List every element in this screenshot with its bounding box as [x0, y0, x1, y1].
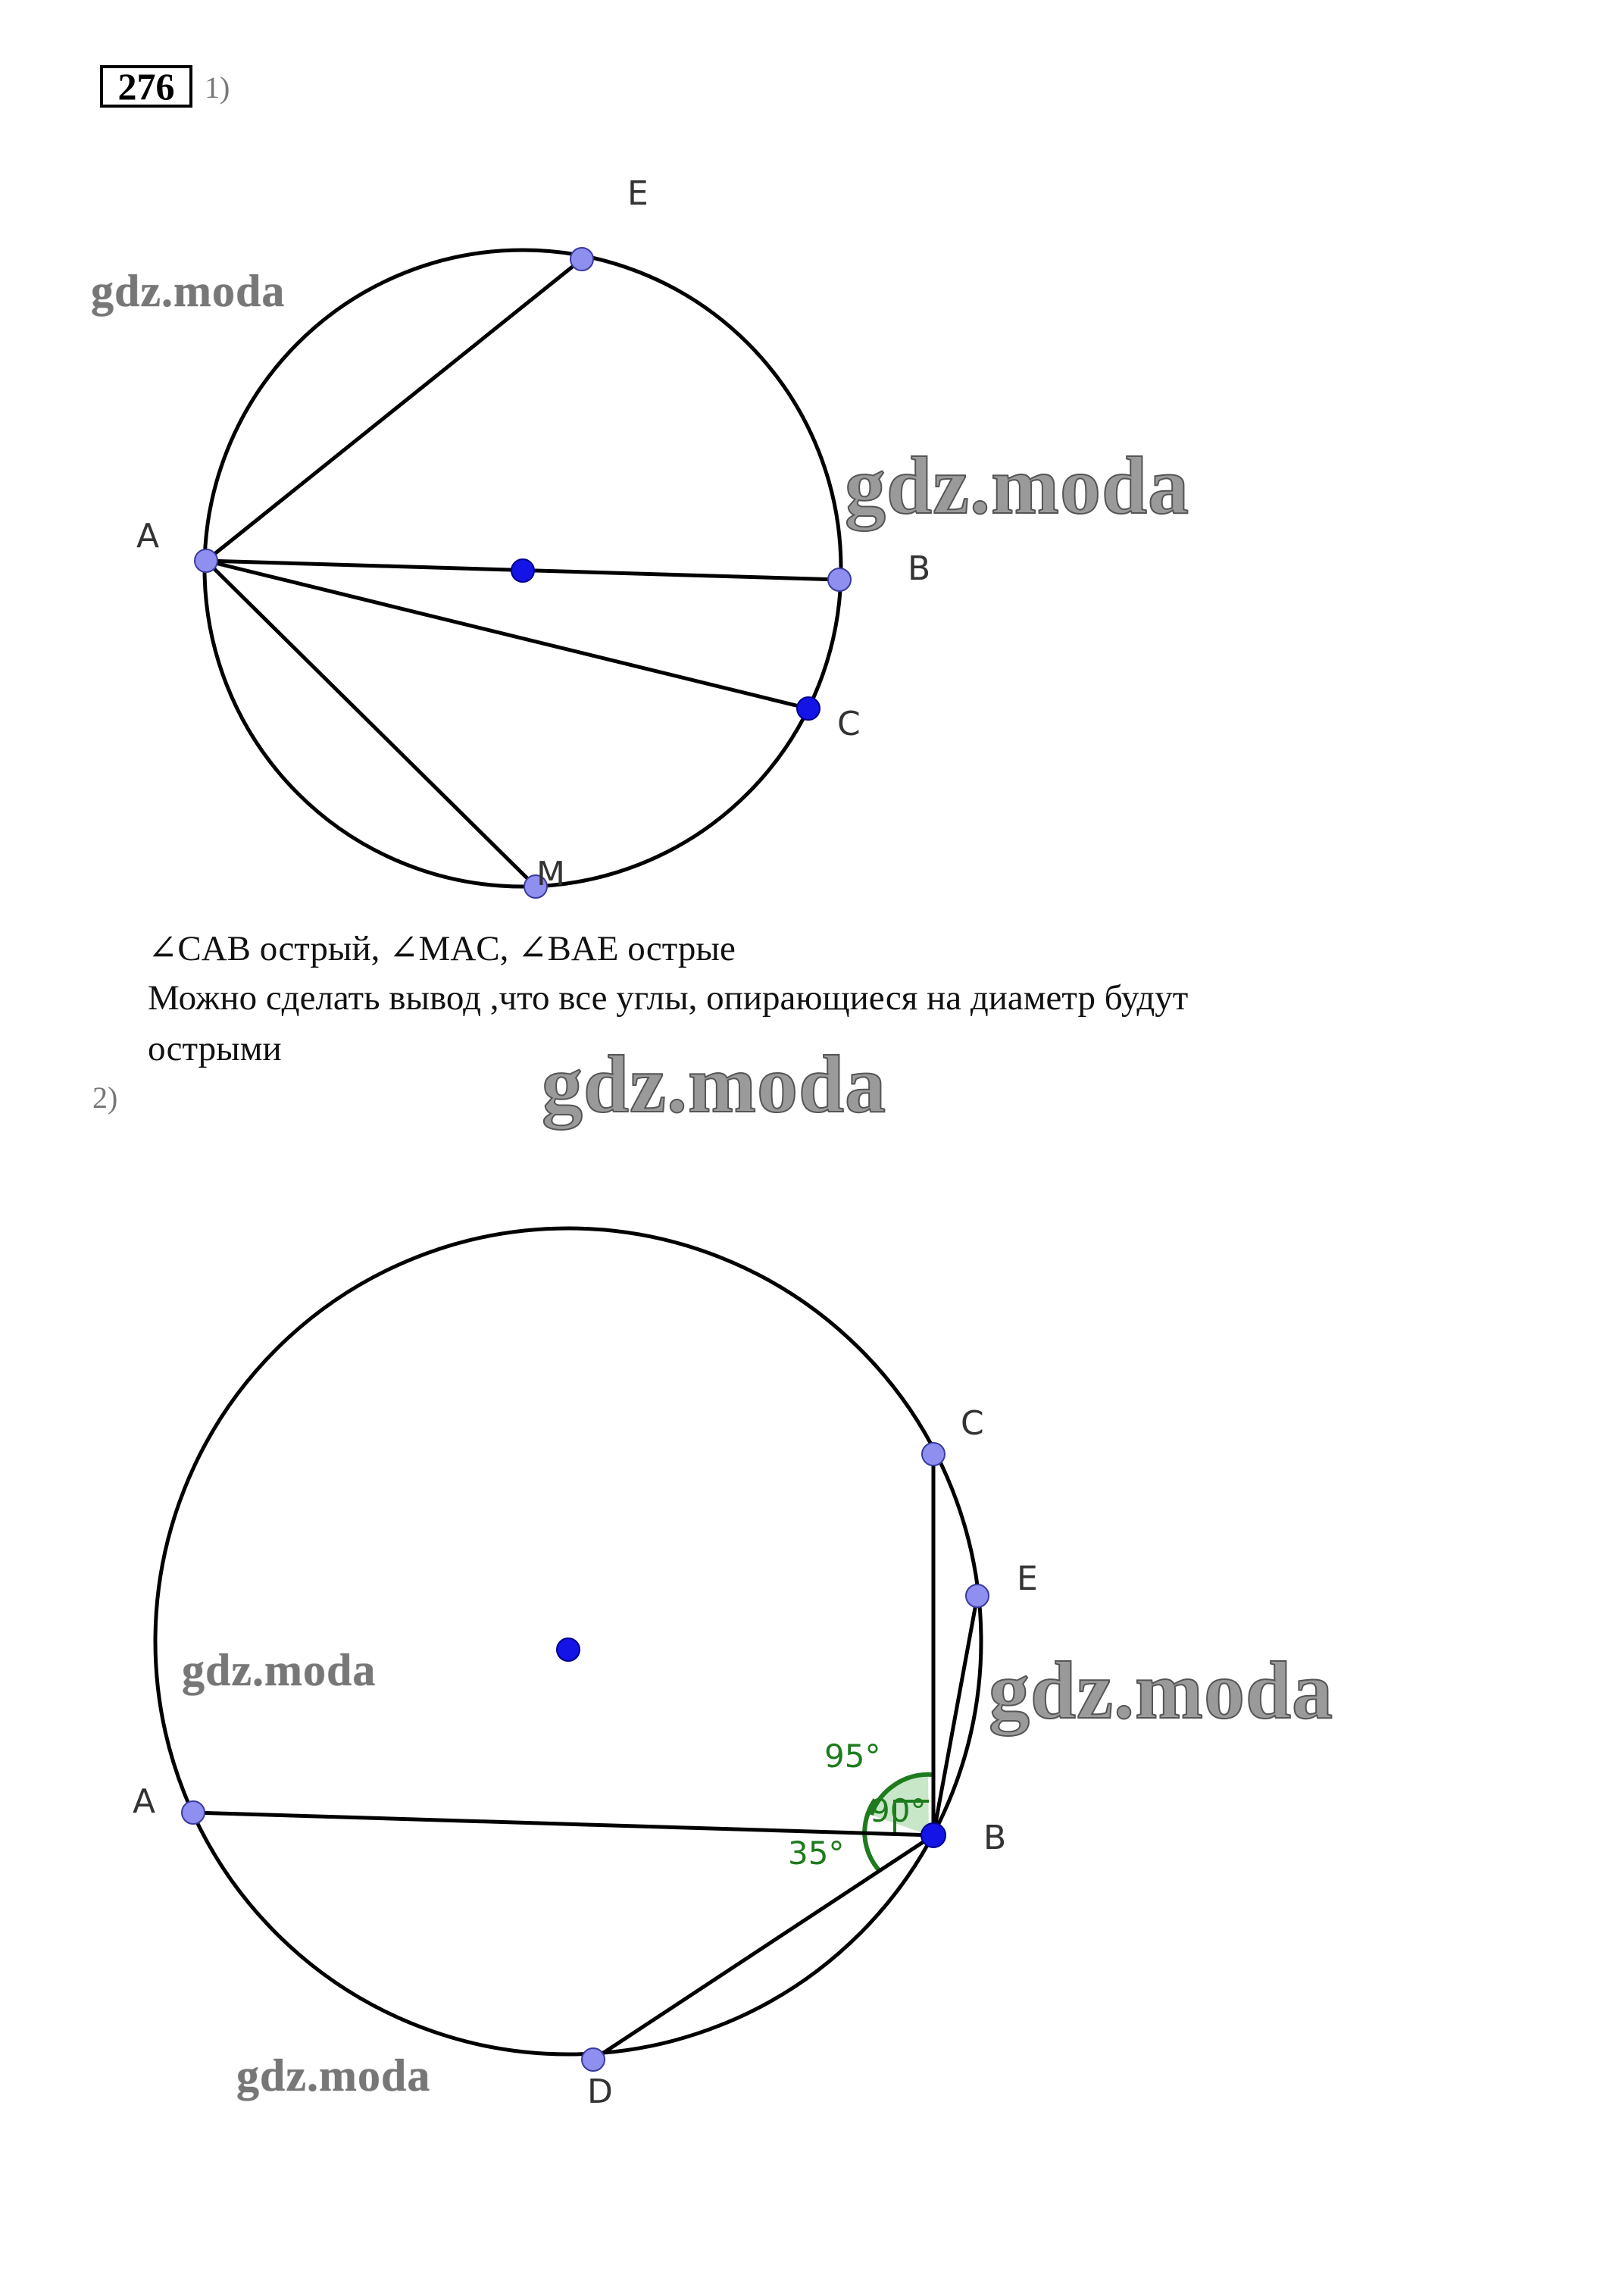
watermark-5: gdz.moda	[989, 1646, 1334, 1736]
point-E	[570, 248, 593, 271]
chord-AC	[206, 561, 808, 709]
watermark-4: gdz.moda	[182, 1645, 377, 1695]
problem-number: 276	[100, 65, 192, 108]
point-C	[797, 697, 820, 720]
text-line-3: острыми	[148, 1029, 282, 1068]
chord-BD	[593, 1835, 933, 2060]
point-D2	[582, 2048, 605, 2071]
point-A	[195, 549, 217, 572]
label-B: B	[908, 549, 931, 588]
angle-label-95: 95°	[824, 1738, 881, 1775]
label-C: C	[837, 705, 861, 743]
label-A: A	[136, 517, 160, 555]
chord-BA	[193, 1813, 933, 1835]
label-C2: C	[961, 1404, 984, 1443]
center-O1	[511, 559, 534, 582]
angle-label-90: 90°	[870, 1792, 927, 1829]
point-B	[828, 568, 851, 591]
label-A2: A	[133, 1782, 156, 1821]
point-E2	[966, 1584, 989, 1607]
label-D2: D	[587, 2072, 613, 2111]
label-B2: B	[983, 1819, 1007, 1857]
chord-BE	[933, 1596, 977, 1835]
label-E: E	[627, 174, 649, 213]
angle-label-35: 35°	[788, 1835, 845, 1872]
label-M: M	[536, 855, 565, 893]
diagram-1	[0, 0, 1616, 985]
center-O2	[557, 1638, 580, 1661]
text-line-2: Можно сделать вывод ,что все углы, опирающиеся на диаметр будут	[148, 978, 1189, 1018]
part2-label: 2)	[92, 1081, 118, 1115]
watermark-1: gdz.moda	[91, 266, 286, 316]
point-C2	[922, 1443, 945, 1465]
point-A2	[182, 1801, 205, 1824]
text-line-1: ∠CAB острый, ∠MAC, ∠BAE острые	[148, 929, 736, 968]
watermark-2: gdz.moda	[845, 441, 1190, 531]
part1-label: 1)	[205, 70, 230, 105]
watermark-3: gdz.moda	[542, 1040, 887, 1130]
label-E2: E	[1017, 1559, 1038, 1598]
watermark-6: gdz.moda	[236, 2050, 431, 2100]
chord-AM	[206, 561, 536, 887]
